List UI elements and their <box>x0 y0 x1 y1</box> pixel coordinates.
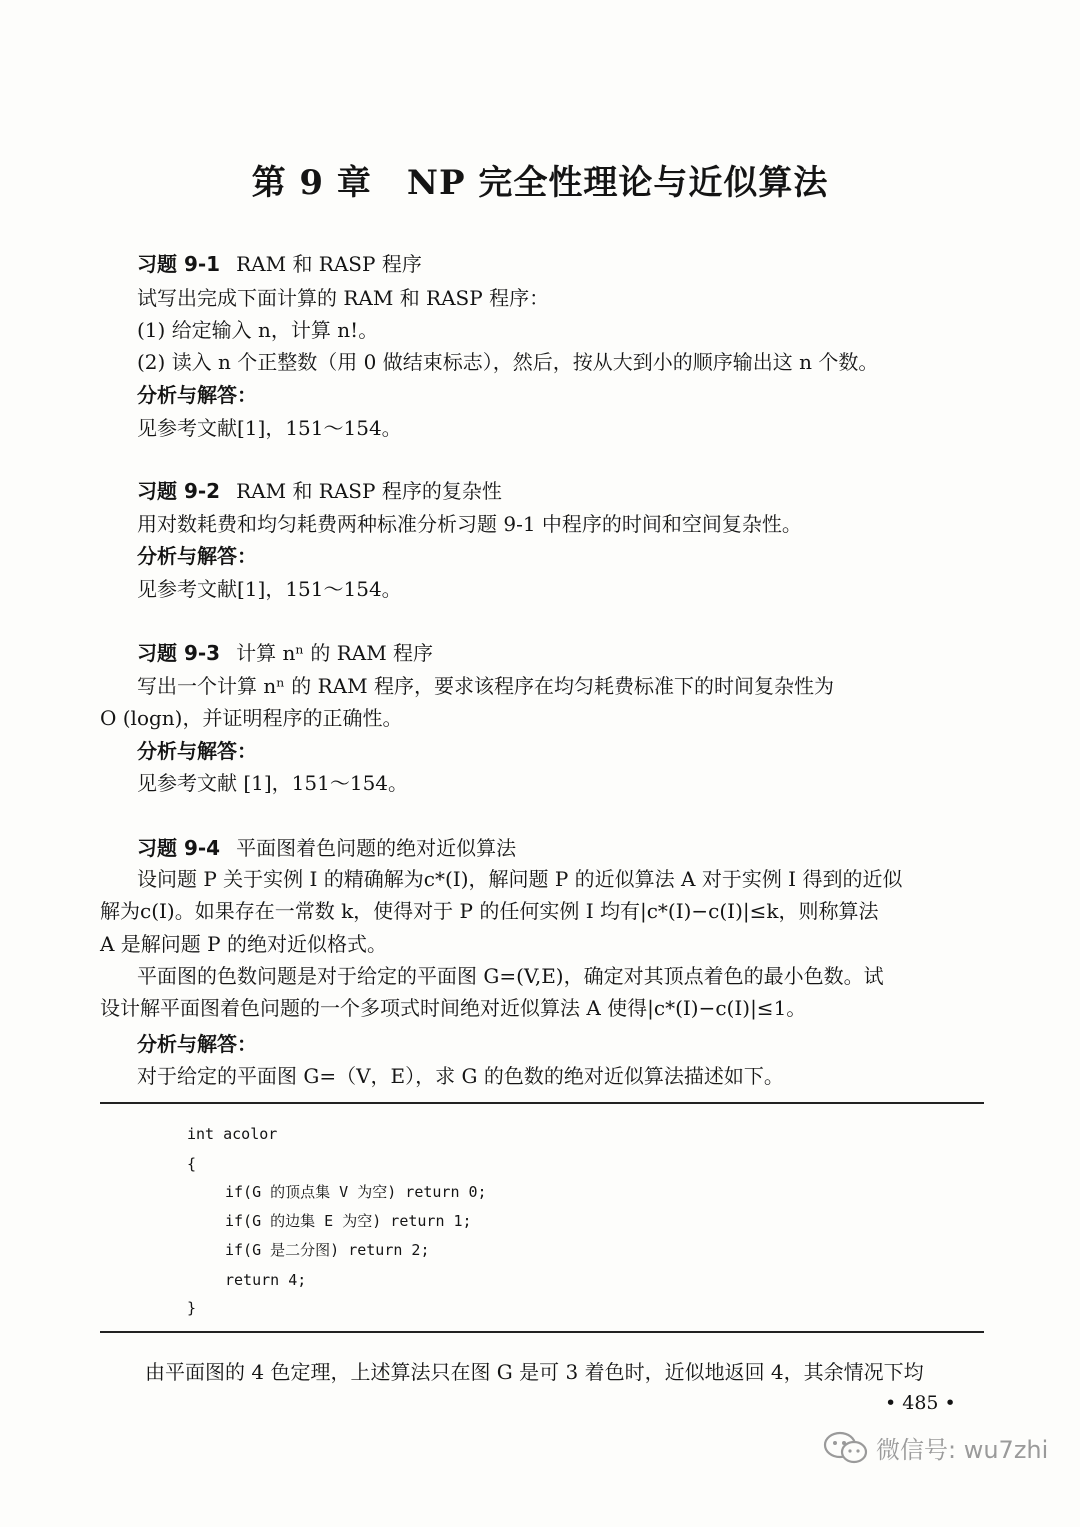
exercise-title: 平面图着色问题的绝对近似算法 <box>236 836 517 860</box>
exercise-text: 写出一个计算 nⁿ 的 RAM 程序，要求该程序在均匀耗费标准下的时间复杂性为 <box>137 674 834 698</box>
answer-label: 分析与解答： <box>137 383 257 407</box>
exercise-label: 习题 9-2 <box>137 479 221 503</box>
code-line: if(G 是二分图) return 2; <box>225 1241 430 1259</box>
exercise-text: 平面图的色数问题是对于给定的平面图 G=(V,E)，确定对其顶点着色的最小色数。试 <box>137 964 884 988</box>
exercise-title: RAM 和 RASP 程序的复杂性 <box>236 479 502 503</box>
code-bottom-rule <box>100 1331 984 1333</box>
exercise-heading <box>137 834 516 862</box>
exercise-heading <box>137 477 502 505</box>
exercise-text: 设计解平面图着色问题的一个多项式时间绝对近似算法 A 使得|c*(I)−c(I)|≤1。 <box>100 996 807 1020</box>
answer-text: 见参考文献 [1]，151～154。 <box>137 771 409 795</box>
answer-label: 分析与解答： <box>137 544 257 568</box>
closing-text: 由平面图的 4 色定理，上述算法只在图 G 是可 3 着色时，近似地返回 4，其余情况下均 <box>145 1360 924 1384</box>
exercise-label: 习题 9-4 <box>137 836 221 860</box>
exercise-title: RAM 和 RASP 程序 <box>236 252 422 276</box>
exercise-text: (2) 读入 n 个正整数（用 0 做结束标志），然后，按从大到小的顺序输出这 n 个数。 <box>137 350 879 374</box>
exercise-text: A 是解问题 P 的绝对近似格式。 <box>100 932 387 956</box>
answer-text: 见参考文献[1]，151～154。 <box>137 416 402 440</box>
code-line: int acolor <box>187 1125 278 1143</box>
code-line: if(G 的顶点集 V 为空) return 0; <box>225 1183 487 1201</box>
page-number: • 485 • <box>885 1392 956 1414</box>
watermark-text: 微信号: wu7zhi <box>876 1436 1049 1464</box>
exercise-label: 习题 9-1 <box>137 252 221 276</box>
chapter-title: 第 9 章 NP 完全性理论与近似算法 <box>251 163 829 203</box>
exercise-text: 设问题 P 关于实例 I 的精确解为c*(I)，解问题 P 的近似算法 A 对于实例 I 得到的近似 <box>137 867 903 891</box>
exercise-text: O (logn)，并证明程序的正确性。 <box>100 706 403 730</box>
exercise-label: 习题 9-3 <box>137 641 221 665</box>
exercise-heading <box>137 250 422 278</box>
answer-label: 分析与解答： <box>137 1032 257 1056</box>
answer-text: 对于给定的平面图 G=（V，E），求 G 的色数的绝对近似算法描述如下。 <box>137 1064 784 1088</box>
code-line: { <box>187 1155 197 1173</box>
exercise-heading <box>137 639 433 667</box>
code-line: return 4; <box>225 1271 307 1289</box>
exercise-text: 试写出完成下面计算的 RAM 和 RASP 程序： <box>137 286 550 310</box>
watermark <box>822 1430 1048 1465</box>
code-line: if(G 的边集 E 为空) return 1; <box>225 1212 472 1230</box>
exercise-title: 计算 nⁿ 的 RAM 程序 <box>236 641 434 665</box>
answer-label: 分析与解答： <box>137 739 257 763</box>
answer-text: 见参考文献[1]，151～154。 <box>137 577 402 601</box>
wechat-icon <box>822 1431 870 1465</box>
exercise-text: 解为c(I)。如果存在一常数 k，使得对于 P 的任何实例 I 均有|c*(I)−c(I)|≤k，则称算法 <box>100 899 879 923</box>
code-line: } <box>187 1299 197 1317</box>
code-top-rule <box>100 1102 984 1104</box>
exercise-text: 用对数耗费和均匀耗费两种标准分析习题 9-1 中程序的时间和空间复杂性。 <box>137 512 802 536</box>
exercise-text: (1) 给定输入 n，计算 n!。 <box>137 318 379 342</box>
